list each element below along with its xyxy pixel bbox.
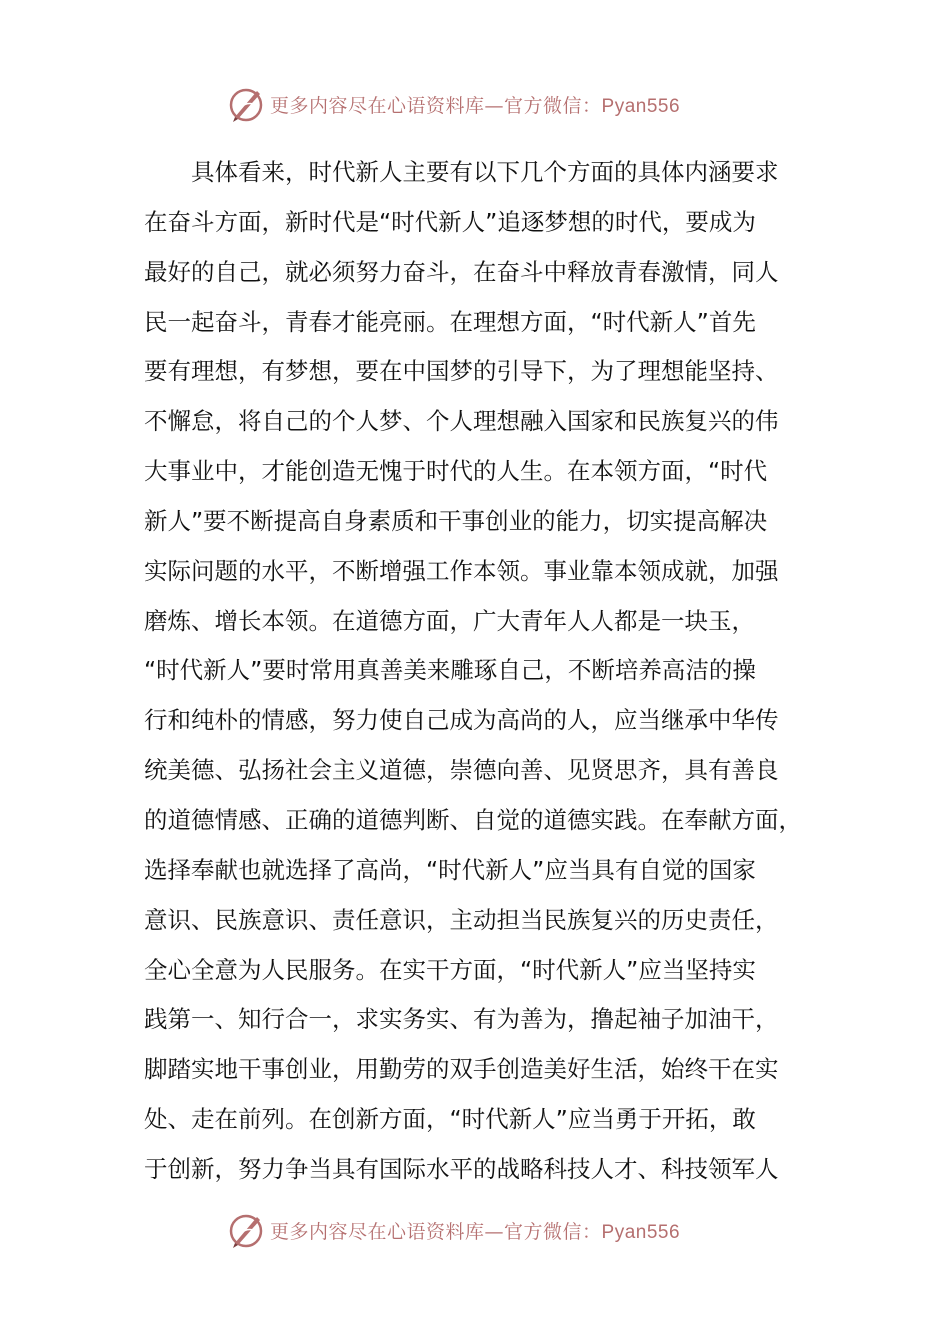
header-banner-handle: Pyan556: [601, 95, 681, 117]
pen-circle-logo-icon: [226, 84, 266, 124]
footer-banner-dash: —: [484, 1220, 505, 1243]
header-banner: [226, 84, 680, 124]
text-line: “时代新人”要时常用真善美来雕琢自己，不断培养高洁的操: [144, 656, 756, 685]
text-line: 实际问题的水平，不断增强工作本领。事业靠本领成就，加强: [144, 556, 779, 585]
text-line: 大事业中，才能创造无愧于时代的人生。在本领方面，“时代: [144, 457, 768, 486]
text-line: 最好的自己，就必须努力奋斗，在奋斗中释放青春激情，同人: [144, 257, 779, 286]
footer-banner-main: 更多内容尽在心语资料库: [270, 1220, 485, 1243]
header-banner-main: 更多内容尽在心语资料库: [270, 94, 485, 117]
text-line: 具体看来，时代新人主要有以下几个方面的具体内涵要求: [191, 158, 779, 186]
footer-banner-text: [270, 1217, 680, 1244]
document-body: [144, 148, 824, 1195]
text-line: 于创新，努力争当具有国际水平的战略科技人才、科技领军人: [144, 1154, 779, 1183]
pen-circle-logo-icon: [226, 1210, 266, 1250]
text-line: 统美德、弘扬社会主义道德，崇德向善、见贤思齐，具有善良: [144, 756, 779, 785]
text-line: 处、走在前列。在创新方面，“时代新人”应当勇于开拓，敢: [144, 1105, 756, 1134]
header-banner-text: [270, 91, 680, 118]
text-line: 脚踏实地干事创业，用勤劳的双手创造美好生活，始终干在实: [144, 1055, 779, 1084]
text-line: 的道德情感、正确的道德判断、自觉的道德实践。在奉献方面，: [144, 805, 802, 834]
text-line: 意识、民族意识、责任意识，主动担当民族复兴的历史责任，: [144, 905, 779, 934]
text-line: 民一起奋斗，青春才能亮丽。在理想方面，“时代新人”首先: [144, 307, 756, 336]
text-line: 不懈怠，将自己的个人梦、个人理想融入国家和民族复兴的伟: [144, 407, 779, 436]
text-line: 选择奉献也就选择了高尚，“时代新人”应当具有自觉的国家: [144, 855, 756, 884]
text-line: 要有理想，有梦想，要在中国梦的引导下，为了理想能坚持、: [144, 357, 779, 386]
text-line: 全心全意为人民服务。在实干方面，“时代新人”应当坚持实: [144, 955, 756, 984]
footer-banner-handle: Pyan556: [601, 1221, 681, 1243]
footer-banner-label: 官方微信：: [504, 1220, 602, 1243]
text-line: 在奋斗方面，新时代是“时代新人”追逐梦想的时代，要成为: [144, 207, 756, 236]
header-banner-dash: —: [484, 94, 505, 117]
text-line: 践第一、知行合一，求实务实、有为善为，撸起袖子加油干，: [144, 1005, 779, 1034]
text-line: 新人”要不断提高自身素质和干事创业的能力，切实提高解决: [144, 506, 768, 535]
text-line: 磨炼、增长本领。在道德方面，广大青年人人都是一块玉，: [144, 606, 755, 635]
header-banner-label: 官方微信：: [504, 94, 602, 117]
footer-banner: [226, 1210, 680, 1250]
text-line: 行和纯朴的情感，努力使自己成为高尚的人，应当继承中华传: [144, 706, 779, 735]
